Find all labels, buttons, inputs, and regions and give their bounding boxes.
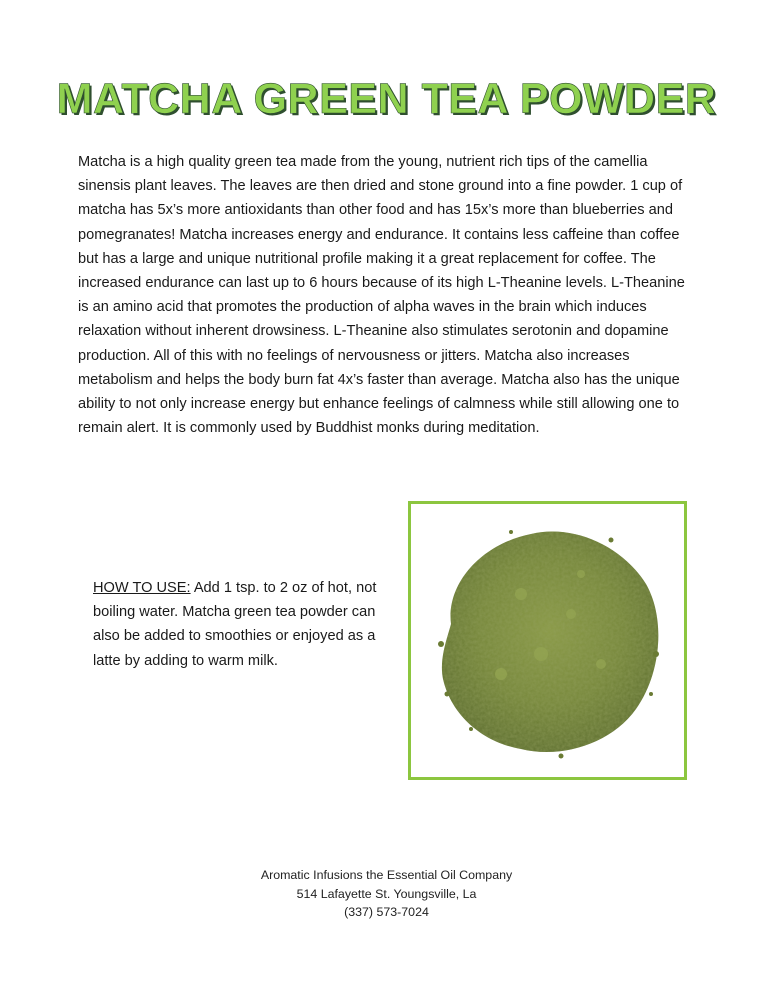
footer-phone: (337) 573-7024 [344, 905, 429, 919]
how-to-use-label: HOW TO USE: [93, 580, 191, 596]
how-to-use-text: Add 1 tsp. to 2 oz of hot, not boiling water. Matcha green tea powder can also be added to smoothies or enjoyed as a latte by adding to warm milk. [93, 580, 377, 669]
footer [0, 866, 773, 922]
intro-paragraph: Matcha is a high quality green tea made from the young, nutrient rich tips of the camellia sinensis plant leaves. The leaves are then dried and stone ground into a fine powder. 1 cup of matcha has 5x’s more antioxidants than other food and has 15x’s more than blueberries and pomegranates! Matcha increases energy and endurance. It contains less caffeine than coffee but has a large and unique nutritional profile making it a great replacement for coffee. The increased endurance can last up to 6 hours because of its high L-Theanine levels. L-Theanine is an amino acid that promotes the production of alpha waves in the brain which induces relaxation without inherent drowsiness. L-Theanine also stimulates serotonin and dopamine production. All of this with no feelings of nervousness or jitters. Matcha also increases metabolism and helps the body burn fat 4x’s faster than average. Matcha also has the unique ability to not only increase energy but enhance feelings of calmness while still allowing one to remain alert. It is commonly used by Buddhist monks during meditation. [78, 154, 685, 437]
how-to-use-paragraph [93, 576, 378, 673]
matcha-powder-image [411, 504, 684, 777]
matcha-photo-frame [408, 501, 687, 780]
footer-company: Aromatic Infusions the Essential Oil Company [260, 868, 513, 882]
footer-address: 514 Lafayette St. Youngsville, La [296, 886, 477, 901]
page-title: MATCHA GREEN TEA POWDER [56, 75, 717, 123]
